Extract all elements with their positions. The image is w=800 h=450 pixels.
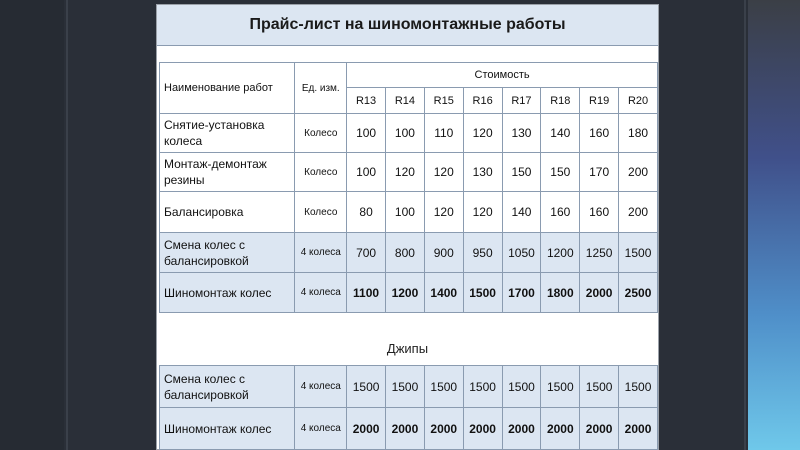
background-divider-left [66,0,68,450]
price-cell: 1500 [463,273,502,313]
jeeps-section-title: Джипы [386,341,429,356]
header-size: R19 [580,88,619,114]
price-cell: 100 [347,153,386,192]
service-unit: 4 колеса [295,273,347,313]
service-unit: 4 колеса [295,233,347,273]
price-cell: 1250 [580,233,619,273]
price-cell: 140 [541,114,580,153]
service-unit: Колесо [295,114,347,153]
price-cell: 1400 [424,273,463,313]
table-row [160,153,658,192]
service-name: Смена колес с балансировкой [160,233,295,273]
service-name: Балансировка [160,192,295,233]
table-row [160,233,658,273]
price-cell: 130 [502,114,541,153]
price-cell: 1050 [502,233,541,273]
background-divider-right [744,0,746,450]
price-cell: 2500 [619,273,658,313]
price-cell: 2000 [541,408,580,450]
price-cell: 120 [424,192,463,233]
price-cell: 120 [424,153,463,192]
header-cost: Стоимость [347,63,658,88]
price-cell: 950 [463,233,502,273]
table-row [160,366,658,408]
price-cell: 1800 [541,273,580,313]
price-cell: 160 [541,192,580,233]
price-cell: 80 [347,192,386,233]
price-cell: 2000 [463,408,502,450]
price-cell: 1500 [541,366,580,408]
background-right-panel [748,0,800,450]
price-table-cars [159,62,658,313]
price-cell: 130 [463,153,502,192]
price-table-jeeps [159,365,658,450]
service-name: Снятие-установка колеса [160,114,295,153]
header-size: R13 [347,88,386,114]
price-cell: 1500 [463,366,502,408]
price-cell: 150 [502,153,541,192]
price-cell: 1500 [619,233,658,273]
price-cell: 120 [386,153,425,192]
price-cell: 170 [580,153,619,192]
table-row [160,192,658,233]
price-cell: 200 [619,192,658,233]
price-cell: 120 [463,192,502,233]
price-cell: 100 [347,114,386,153]
price-cell: 700 [347,233,386,273]
price-cell: 1500 [502,366,541,408]
service-unit: Колесо [295,192,347,233]
header-size: R17 [502,88,541,114]
header-size: R15 [424,88,463,114]
background-left-panel [0,0,64,450]
price-cell: 2000 [619,408,658,450]
service-name: Шиномонтаж колес [160,273,295,313]
header-unit: Ед. изм. [295,63,347,114]
price-cell: 100 [386,114,425,153]
price-cell: 1200 [541,233,580,273]
price-cell: 1100 [347,273,386,313]
header-size: R20 [619,88,658,114]
header-size: R14 [386,88,425,114]
price-cell: 1500 [386,366,425,408]
service-unit: 4 колеса [295,366,347,408]
price-cell: 1700 [502,273,541,313]
service-name: Шиномонтаж колес [160,408,295,450]
service-name: Смена колес с балансировкой [160,366,295,408]
price-cell: 100 [386,192,425,233]
price-cell: 2000 [502,408,541,450]
price-cell: 2000 [580,273,619,313]
price-cell: 160 [580,192,619,233]
price-cell: 160 [580,114,619,153]
price-cell: 1500 [619,366,658,408]
header-name: Наименование работ [160,63,295,114]
header-size: R18 [541,88,580,114]
header-size: R16 [463,88,502,114]
price-cell: 2000 [347,408,386,450]
price-cell: 180 [619,114,658,153]
price-cell: 1200 [386,273,425,313]
price-cell: 1500 [424,366,463,408]
price-cell: 1500 [347,366,386,408]
service-name: Монтаж-демонтаж резины [160,153,295,192]
price-cell: 110 [424,114,463,153]
price-cell: 2000 [386,408,425,450]
price-cell: 200 [619,153,658,192]
table-row [160,408,658,450]
price-cell: 120 [463,114,502,153]
price-list-document [156,4,659,450]
price-cell: 1500 [580,366,619,408]
document-title: Прайс-лист на шиномонтажные работы [157,5,658,46]
price-cell: 800 [386,233,425,273]
price-cell: 2000 [580,408,619,450]
price-cell: 140 [502,192,541,233]
price-cell: 2000 [424,408,463,450]
price-cell: 150 [541,153,580,192]
price-cell: 900 [424,233,463,273]
table-row [160,114,658,153]
table-row [160,273,658,313]
service-unit: Колесо [295,153,347,192]
service-unit: 4 колеса [295,408,347,450]
